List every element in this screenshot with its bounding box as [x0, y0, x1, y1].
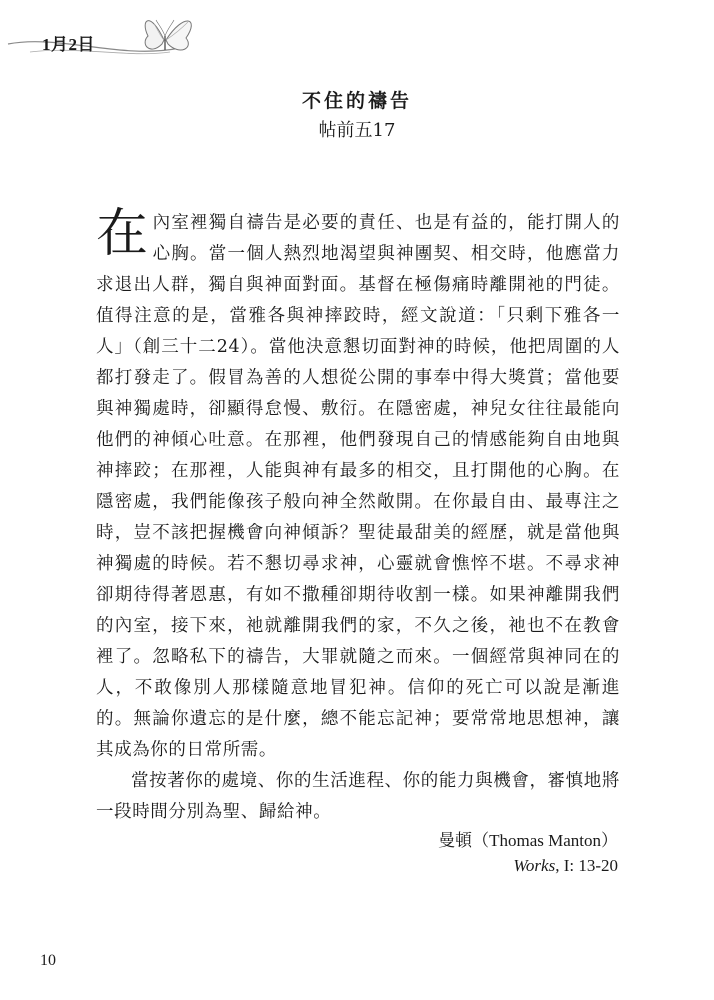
- work-citation: [438, 853, 618, 878]
- work-title: Works: [513, 856, 556, 875]
- date-label: 1月2日: [42, 35, 95, 54]
- signature: [438, 828, 618, 878]
- drop-cap: 在: [96, 204, 149, 264]
- paragraph-1: [96, 204, 620, 766]
- page-header: [0, 0, 714, 80]
- page-title: 不住的禱告: [301, 90, 412, 112]
- paragraph-1-text: 內室裡獨自禱告是必要的責任、也是有益的，能打開人的心胸。當一個人熱烈地渴望與神團契、相交時，他應當力求退出人群，獨自與神面對面。基督在極傷痛時離開祂的門徒。值得注意的是，當雅各與神摔跤時，經文說道：「只剩下雅各一人」（創三十二24）。當他決意懇切面對神的時候，他把周圍的人都打發走了。假冒為善的人想從公開的事奉中得大獎賞；當他要與神獨處時，卻顯得怠慢、敷衍。在隱密處，神兒女往往最能向他們的神傾心吐意。在那裡，他們發現自己的情感能夠自由地與神摔跤；在那裡，人能與神有最多的相交，且打開他的心胸。在隱密處，我們能像孩子般向神全然敞開。在你最自由、最專注之時，豈不該把握機會向神傾訴？聖徒最甜美的經歷，就是當他與神獨處的時候。若不懇切尋求神，心靈就會憔悴不堪。不尋求神卻期待得著恩惠，有如不撒種卻期待收割一樣。如果神離開我們的內室，接下來，祂就離開我們的家，不久之後，祂也不在教會裡了。忽略私下的禱告，大罪就隨之而來。一個經常與神同在的人，不敢像別人那樣隨意地冒犯神。信仰的死亡可以說是漸進的。無論你遺忘的是什麼，總不能忘記神；要常常地思想神，讓其成為你的日常所需。: [96, 213, 620, 760]
- header-decoration: [0, 0, 714, 80]
- page-number: 10: [40, 952, 56, 969]
- work-volume: , I: 13-20: [555, 856, 618, 875]
- paragraph-2: 當按著你的處境、你的生活進程、你的能力與機會，審慎地將一段時間分別為聖、歸給神。: [96, 771, 620, 822]
- scripture-reference: 帖前五17: [318, 120, 396, 141]
- butterfly-icon: [145, 20, 191, 50]
- author-name: 曼頓（Thomas Manton）: [438, 831, 618, 850]
- devotional-body: [96, 204, 620, 828]
